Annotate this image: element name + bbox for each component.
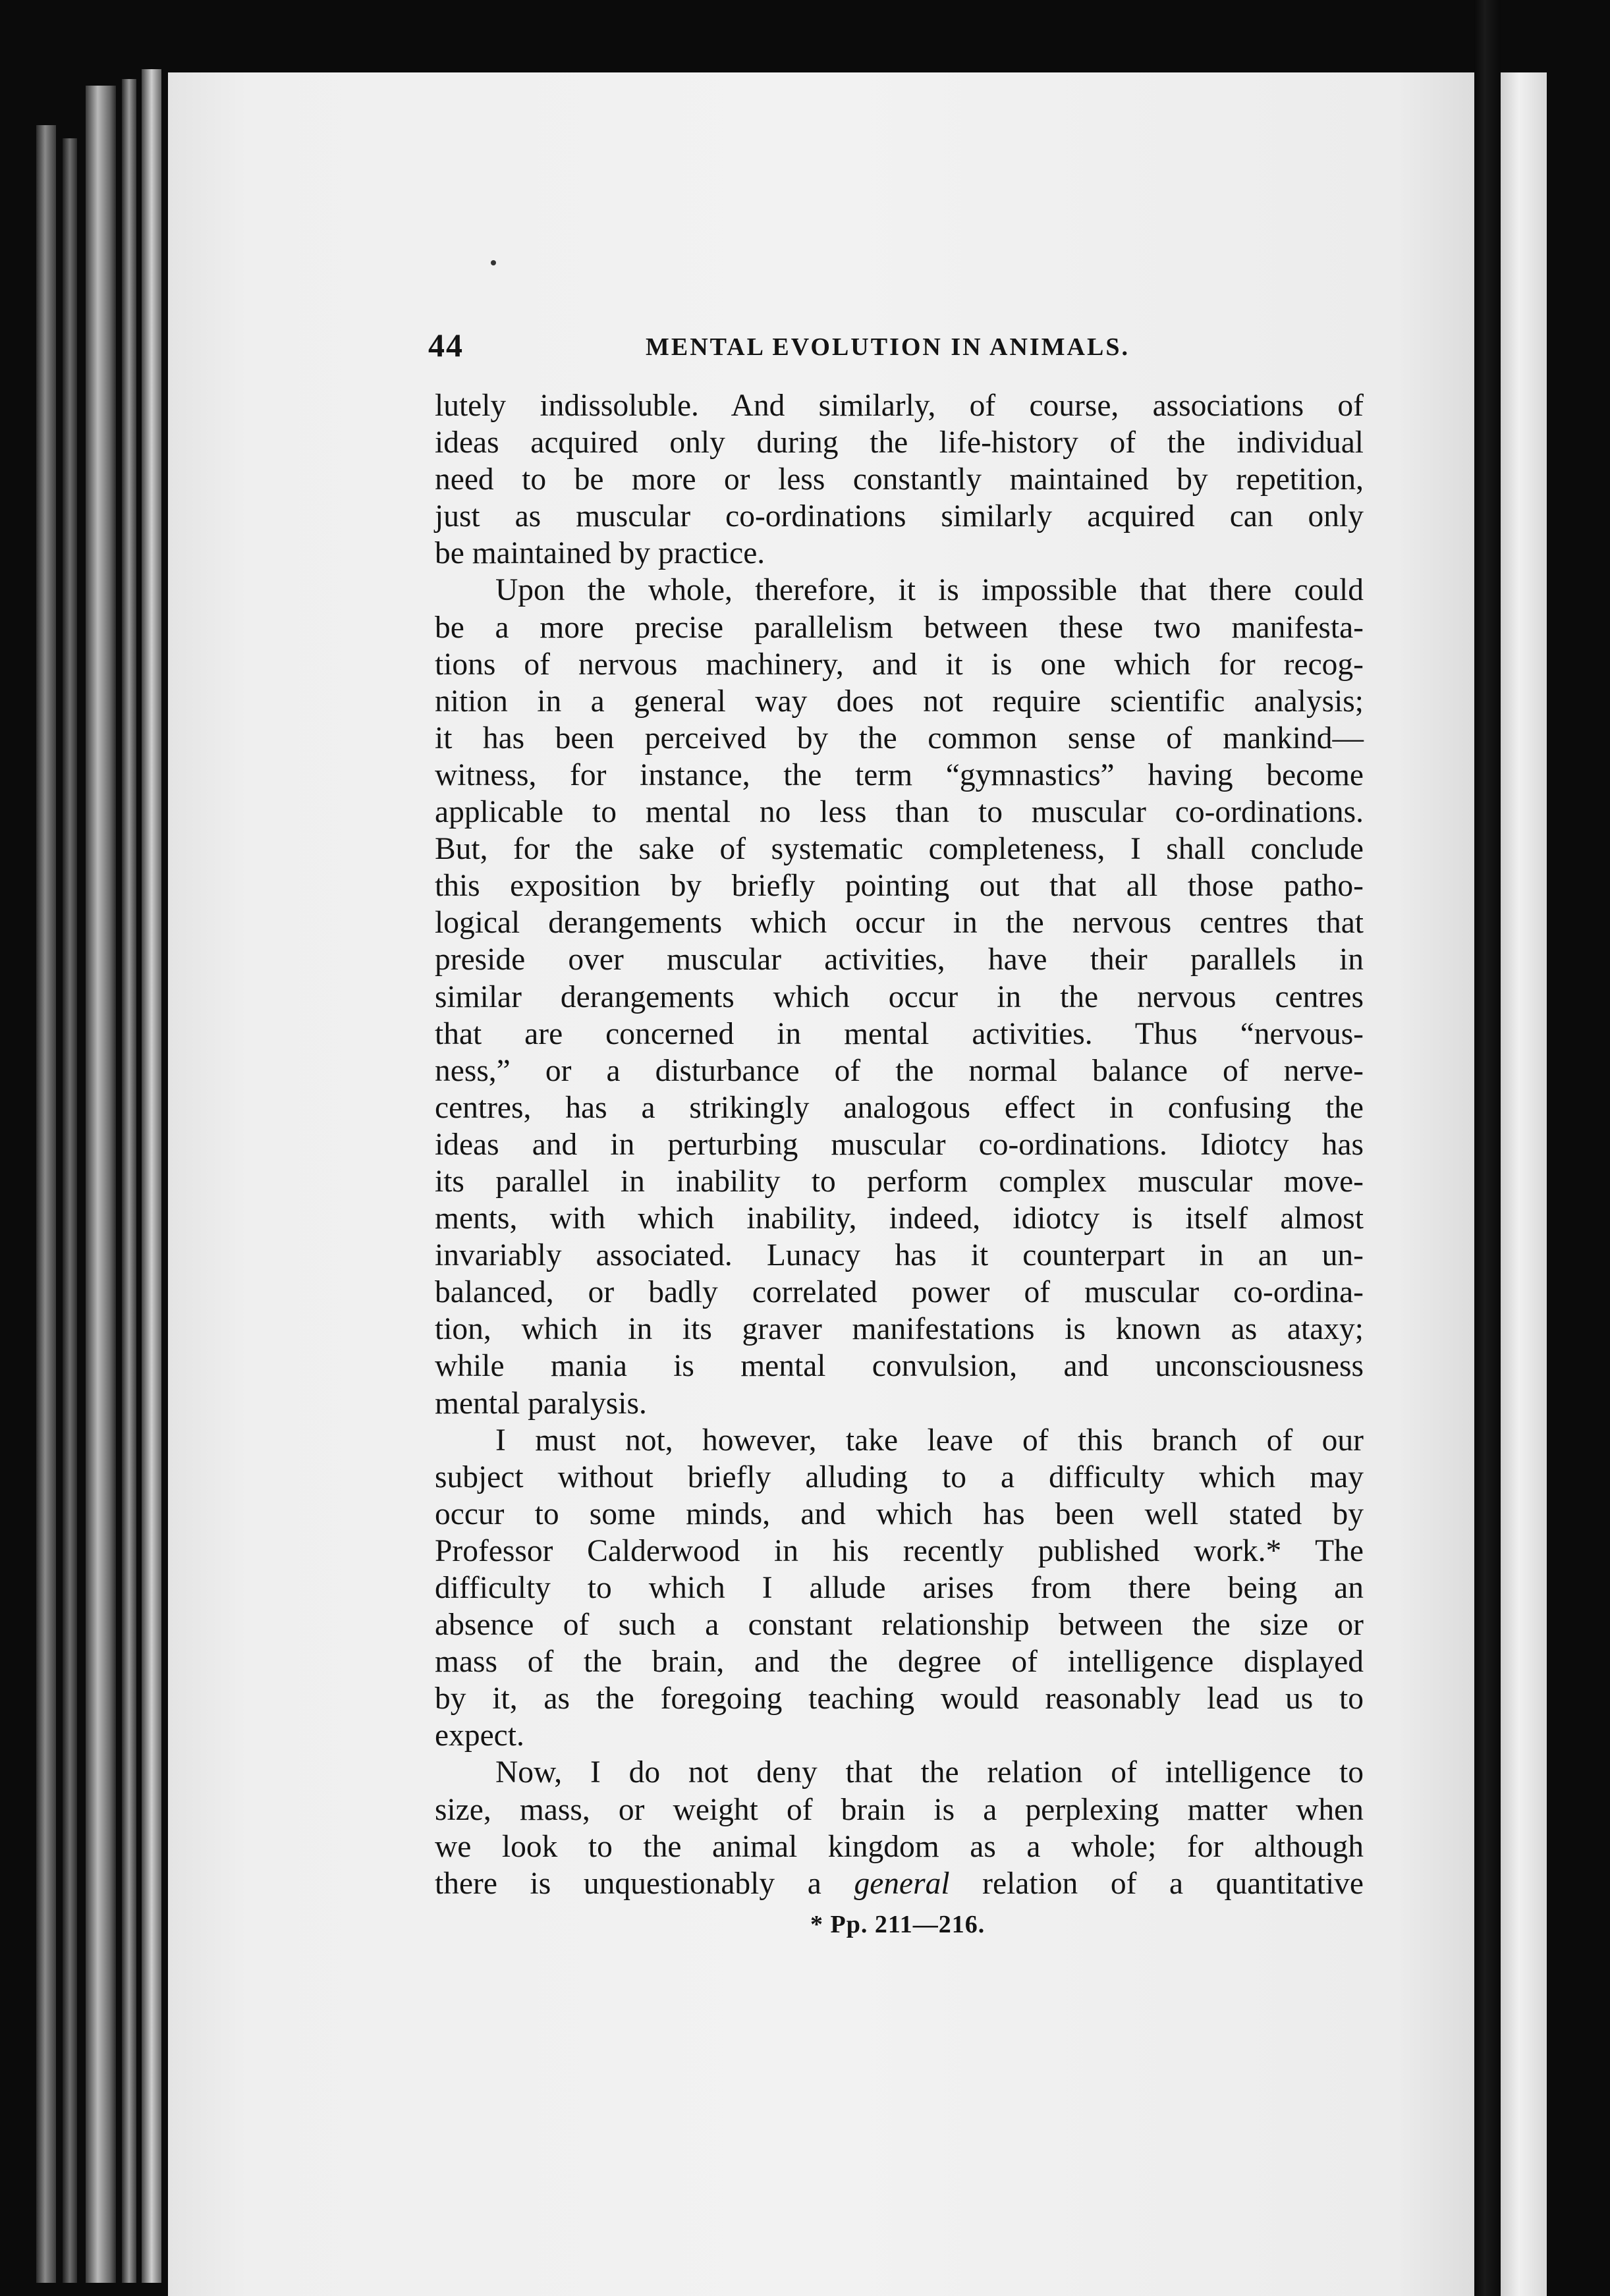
text-line: mass of the brain, and the degree of intelligence displayed [435,1645,1364,1680]
gutter-shadow [1474,0,1501,2296]
text-line: witness, for instance, the term “gymnastics” having become [435,757,1364,792]
text-line: mental paralysis. [435,1386,647,1421]
text-line: it has been perceived by the common sense of mankind— [435,721,1364,755]
text-line: difficulty to which I allude arises from there being an [435,1571,1364,1605]
footnote: * Pp. 211—216. [810,1911,985,1938]
text-line: that are concerned in mental activities. Thus “nervous- [435,1016,1364,1051]
text-line: nition in a general way does not require scientific analysis; [435,684,1364,719]
text-line: I must not, however, take leave of this branch of our [495,1423,1364,1458]
page-edge [63,138,77,2283]
text-line: tion, which in its graver manifestations is known as ataxy; [435,1312,1364,1347]
page-edge [36,125,56,2283]
page-number: 44 [428,327,464,364]
text-line: applicable to mental no less than to muscular co-ordinations. [435,795,1364,830]
body-text [435,387,1364,1902]
next-page-edge [1501,72,1547,2296]
text-line: by it, as the foregoing teaching would reasonably lead us to [435,1681,1364,1716]
text-line: balanced, or badly correlated power of muscular co-ordina- [435,1275,1364,1310]
text-line: while mania is mental convulsion, and unconsciousness [435,1349,1364,1384]
page-edge [86,86,116,2283]
text-line: tions of nervous machinery, and it is one which for recog- [435,647,1364,682]
text-line: be a more precise parallelism between these two manifesta- [435,610,1364,645]
text-line: ideas and in perturbing muscular co-ordinations. Idiotcy has [435,1127,1364,1162]
text-line: ness,” or a disturbance of the normal balance of nerve- [435,1053,1364,1088]
text-line: similar derangements which occur in the nervous centres [435,979,1364,1014]
text-line: logical derangements which occur in the nervous centres that [435,906,1364,941]
text-line: ideas acquired only during the life-history of the individual [435,425,1364,460]
text-line: need to be more or less constantly maintained by repetition, [435,462,1364,497]
text-line: we look to the animal kingdom as a whole; for although [435,1829,1364,1864]
text-line: Upon the whole, therefore, it is impossible that there could [495,573,1364,608]
text-segment: relation of a quantitative [949,1866,1364,1901]
text-line: But, for the sake of systematic completeness, I shall conclude [435,832,1364,867]
running-head [428,326,1397,372]
text-line: ments, with which inability, indeed, idiotcy is itself almost [435,1201,1364,1236]
running-title: MENTAL EVOLUTION IN ANIMALS. [646,333,1130,361]
page-edge [122,79,136,2283]
text-line: expect. [435,1718,524,1753]
text-line: size, mass, or weight of brain is a perplexing matter when [435,1792,1364,1827]
text-line: occur to some minds, and which has been well stated by [435,1496,1364,1531]
scan-speck [491,260,496,265]
text-line: invariably associated. Lunacy has it counterpart in an un- [435,1238,1364,1273]
text-line: centres, has a strikingly analogous effect in confusing the [435,1090,1364,1125]
italic-word: general [854,1866,950,1901]
text-line: lutely indissoluble. And similarly, of course, associations of [435,389,1364,423]
text-line: subject without briefly alluding to a difficulty which may [435,1460,1364,1494]
text-line [435,1865,1364,1902]
text-segment: there is unquestionably a [435,1866,854,1901]
text-line: Professor Calderwood in his recently published work.* The [435,1533,1364,1568]
text-line: just as muscular co-ordinations similarly acquired can only [435,499,1364,534]
text-line: Now, I do not deny that the relation of intelligence to [495,1755,1364,1790]
text-line: be maintained by practice. [435,536,765,571]
text-line: preside over muscular activities, have their parallels in [435,943,1364,977]
text-line: absence of such a constant relationship between the size or [435,1608,1364,1643]
text-line: its parallel in inability to perform complex muscular move- [435,1164,1364,1199]
page-edge [142,69,161,2283]
text-line: this exposition by briefly pointing out that all those patho- [435,869,1364,904]
